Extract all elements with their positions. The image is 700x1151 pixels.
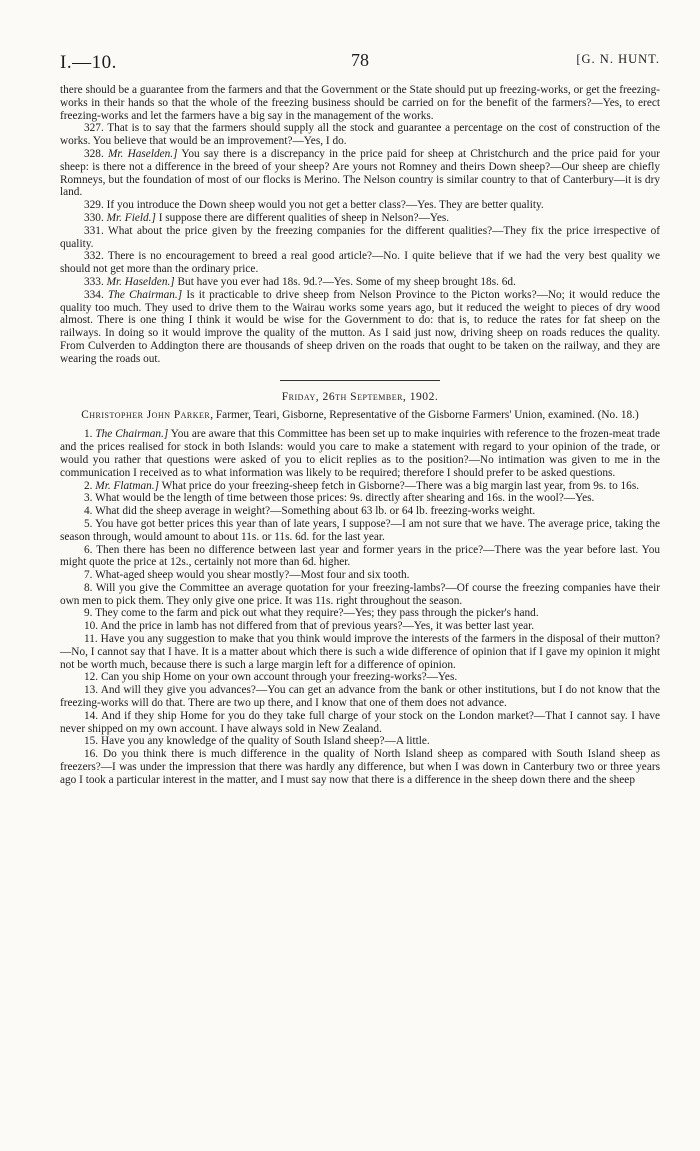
question-text: Is it practicable to drive sheep from Nelson Province to the Picton works?—No; it would reduce the quality too much. They used to drive them to the Wairau works some years ago, but it reduced the weight to pieces of dry wood almost. There is one thing I think it would be wise for the Government to do: that is, to reduce the rates for fat sheep on the railways. In doing so it would improve the quality of the mutton. As I said just now, driving sheep on roads reduces the quality. From Culverden to Addington there are thousands of sheep driven on the roads that ought to be taken on the railway, and they are wearing the roads out. xyxy=(60,288,661,365)
question-text: What did the sheep average in weight?—Something about 63 lb. or 64 lb. freezing-works weight. xyxy=(95,505,536,518)
speaker: Mr. Haselden.] xyxy=(106,275,175,288)
question-text: They come to the farm and pick out what they require?—Yes; they pass through the picker's hand. xyxy=(95,607,539,620)
question-number: 16. xyxy=(84,748,103,761)
question-number: 11. xyxy=(84,633,101,646)
question-number: 13. xyxy=(84,684,101,697)
witness-name: Christopher John Parker xyxy=(81,409,211,422)
question-number: 8. xyxy=(84,581,96,594)
question-paragraph xyxy=(60,148,660,199)
question-text: That is to say that the farmers should supply all the stock and guarantee a percentage on the cost of construction of the works. You believe that would be an improvement?—Yes, I do. xyxy=(60,122,660,148)
question-paragraph xyxy=(60,225,660,251)
question-number: 7. xyxy=(84,569,96,582)
question-number: 1. xyxy=(84,428,96,441)
question-text: But have you ever had 18s. 9d.?—Yes. Some of my sheep brought 18s. 6d. xyxy=(177,275,516,288)
question-number: 2. xyxy=(84,479,96,492)
question-number: 329. xyxy=(84,199,107,212)
question-text: And if they ship Home for you do they take full charge of your stock on the London market?—That I cannot say. I have never shipped on my own account. I have always sold in New Zealand. xyxy=(60,709,660,735)
question-paragraph xyxy=(60,199,660,212)
question-number: 12. xyxy=(84,671,101,684)
question-number: 330. xyxy=(84,211,107,224)
witness-reference: [G. N. HUNT. xyxy=(576,52,660,66)
question-paragraph xyxy=(60,607,660,620)
question-text: Will you give the Committee an average quotation for your freezing-lambs?—Of course the freezing companies have their own men to pick them. They only give one price. It was 11s. right throughout the season. xyxy=(60,581,660,607)
question-number: 5. xyxy=(84,517,96,530)
question-text: If you introduce the Down sheep would you not get a better class?—Yes. They are better quality. xyxy=(106,199,544,212)
section-2-paragraphs xyxy=(60,428,660,786)
question-paragraph xyxy=(60,518,660,544)
question-text: What would be the length of time between those prices: 9s. directly after shearing and 16s. in the wool?—Yes. xyxy=(95,492,595,505)
question-paragraph xyxy=(60,569,660,582)
question-paragraph xyxy=(60,735,660,748)
question-paragraph xyxy=(60,505,660,518)
question-paragraph xyxy=(60,671,660,684)
document-reference: I.—10. xyxy=(60,52,117,73)
question-text: You are aware that this Committee has been set up to make inquiries with reference to the frozen-meat trade and the prices realised for stock in both Islands: would you care to make a statement with regard to your opinion of the trade, or would you rather that questions were asked of you to elicit replies as to the position?—No intimation was given to me in the communication I received as to what information was likely to be required; therefore I should prefer to be asked questions. xyxy=(60,428,660,479)
speaker: Mr. Flatman.] xyxy=(95,479,160,492)
document-body xyxy=(60,84,660,787)
question-number: 334. xyxy=(84,288,108,301)
continuation-paragraph: there should be a guarantee from the farmers and that the Government or the State should put up freezing-works, or get the freezing-works in their hands so that the whole of the freezing business should be carried on for the benefit of the farmers?—Yes, to erect freezing-works and let the farmers have a big say in the management of the works. xyxy=(60,84,660,122)
question-paragraph xyxy=(60,710,660,736)
question-paragraph xyxy=(60,620,660,633)
question-text: There is no encouragement to breed a real good article?—No. I quite believe that if we had the very best quality we should not get more than the ordinary price. xyxy=(60,250,660,276)
question-paragraph xyxy=(60,582,660,608)
question-text: What-aged sheep would you shear mostly?—Most four and six tooth. xyxy=(95,569,410,582)
question-number: 4. xyxy=(84,505,96,518)
question-paragraph xyxy=(60,492,660,505)
question-text: Can you ship Home on your own account through your freezing-works?—Yes. xyxy=(100,671,458,684)
witness-heading xyxy=(60,409,660,422)
question-paragraph xyxy=(60,289,660,366)
witness-description: , Farmer, Teari, Gisborne, Representative of the Gisborne Farmers' Union, examined. (No. 18.) xyxy=(210,409,639,422)
section-1-paragraphs xyxy=(60,122,660,365)
question-number: 15. xyxy=(84,735,101,748)
question-text: Do you think there is much difference in the quality of North Island sheep as compared with South Island sheep as freezers?—I was under the impression that there was hardly any difference, but when I was down in Canterbury two or three years ago I took a particular interest in the matter, and I must say now that there is a difference in the sheep down there and the sheep xyxy=(60,748,660,786)
question-text: Have you any suggestion to make that you think would improve the interests of the farmers in the disposal of their mutton?—No, I cannot say that I have. It is a matter about which there is such a wide difference of opinion that if I gave my opinion it might not be worth much, because there is such a large margin left for a difference of opinion. xyxy=(60,633,661,671)
page-number: 78 xyxy=(351,50,369,70)
question-paragraph xyxy=(60,684,660,710)
question-paragraph xyxy=(60,276,660,289)
question-number: 328. xyxy=(84,147,108,160)
question-text: You have got better prices this year than of late years, I suppose?—I am not sure that we have. The average price, taking the season through, would amount to about 11s. or 11s. 6d. for the last year. xyxy=(60,517,660,543)
speaker: Mr. Field.] xyxy=(106,211,156,224)
question-number: 333. xyxy=(84,275,107,288)
question-number: 331. xyxy=(84,224,109,237)
speaker: The Chairman.] xyxy=(107,288,183,301)
section-divider xyxy=(280,380,440,381)
question-text: And the price in lamb has not differed from that of previous years?—Yes, it was better last year. xyxy=(100,620,535,633)
speaker: The Chairman.] xyxy=(95,428,169,441)
hearing-date: Friday, 26th September, 1902. xyxy=(281,389,439,403)
question-paragraph xyxy=(60,633,660,671)
question-number: 332. xyxy=(84,250,108,263)
speaker: Mr. Haselden.] xyxy=(108,147,178,160)
question-paragraph xyxy=(60,544,660,570)
question-text: I suppose there are different qualities of sheep in Nelson?—Yes. xyxy=(158,211,450,224)
question-number: 327. xyxy=(84,122,108,135)
question-number: 3. xyxy=(84,492,96,505)
question-text: Have you any knowledge of the quality of South Island sheep?—A little. xyxy=(100,735,430,748)
page-header xyxy=(60,52,660,74)
question-text: You say there is a discrepancy in the price paid for sheep at Christchurch and the price paid for your sheep: is there not a difference in the breed of your sheep? Are yours not Romney and theirs Down sheep?—Our sheep are chiefly Romneys, but the foundation of most of our flocks is Merino. The Nelson country is similar country to that of Canterbury—it is dry land. xyxy=(60,147,661,199)
question-text: And will they give you advances?—You can get an advance from the bank or other institutions, but I do not know that the freezing-works will do that. There are two up there, and I know that one of them does not advance. xyxy=(60,684,660,710)
question-paragraph xyxy=(60,428,660,479)
question-text: What about the price given by the freezing companies for the different qualities?—They fix the price irrespective of quality. xyxy=(60,224,660,250)
question-number: 6. xyxy=(84,543,97,556)
question-text: Then there has been no difference between last year and former years in the price?—There was the year before last. You might quote the price at 12s., certainly not more than 6d. higher. xyxy=(60,543,661,569)
question-paragraph xyxy=(60,250,660,276)
question-number: 10. xyxy=(84,620,101,633)
question-number: 9. xyxy=(84,607,96,620)
question-paragraph xyxy=(60,212,660,225)
question-paragraph xyxy=(60,748,660,786)
question-number: 14. xyxy=(84,709,102,722)
question-paragraph xyxy=(60,480,660,493)
question-text: What price do your freezing-sheep fetch in Gisborne?—There was a big margin last year, from 9s. to 16s. xyxy=(161,479,640,492)
question-paragraph xyxy=(60,122,660,148)
